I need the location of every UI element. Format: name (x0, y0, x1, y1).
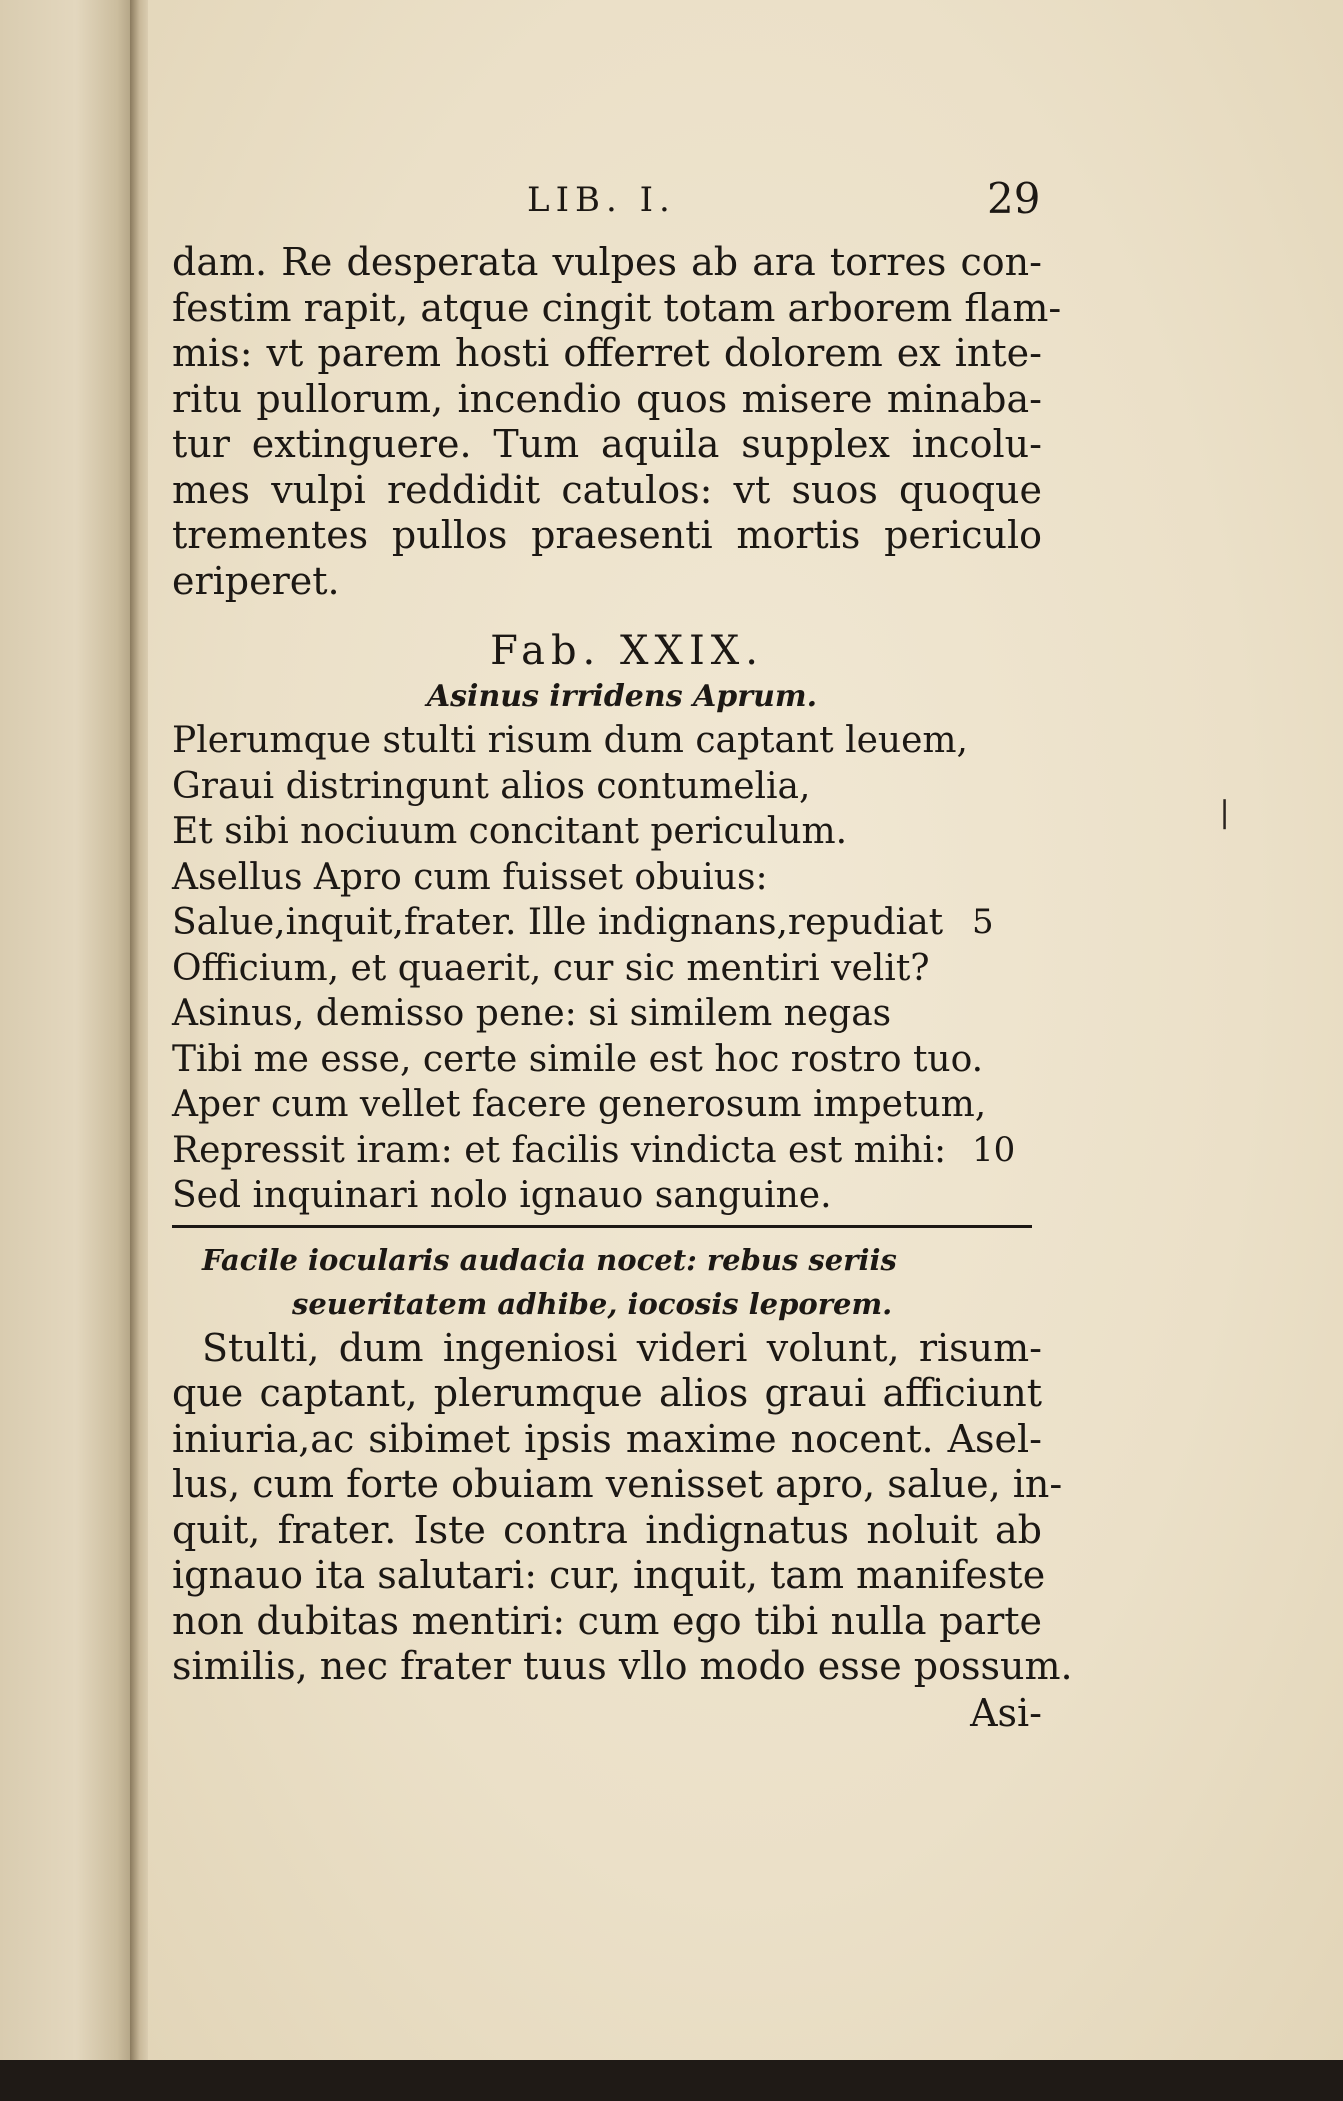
prose-line: quit, frater. Iste contra indignatus noluit ab (172, 1507, 1042, 1552)
prose-line: que captant, plerumque alios graui afficiunt (172, 1371, 1042, 1415)
moral-line: seueritatem adhibe, iocosis leporem. (292, 1286, 893, 1321)
margin-ink-mark: ❘ (1212, 795, 1238, 830)
page-number: 29 (987, 174, 1041, 223)
verse-line: Sed inquinari nolo ignauo sanguine. (172, 1175, 832, 1216)
line-number: 5 (972, 902, 994, 942)
verse-line: Salue,inquit,frater. Ille indignans,repudiat 5 (172, 900, 1042, 946)
prose-line: tur extinguere. Tum aquila supplex incolu- (172, 422, 1042, 466)
prose-line: eriperet. (172, 558, 340, 603)
verse-block (172, 718, 1042, 1219)
facing-page-edge (0, 0, 138, 2060)
verse-line: Tibi me esse, certe simile est hoc rostro tuo. (172, 1038, 984, 1080)
prose-line: trementes pullos praesenti mortis periculo (172, 513, 1042, 557)
line-number: 10 (972, 1129, 1016, 1170)
page-header (172, 170, 1042, 240)
verse-line: Plerumque stulti risum dum captant leuem, (172, 720, 968, 761)
verse-line: Officium, et quaerit, cur sic mentiri velit? (172, 947, 930, 989)
prose-line: ignauo ita salutari: cur, inquit, tam manifeste (172, 1553, 1046, 1597)
moral (172, 1238, 1042, 1326)
verse-line: Aper cum vellet facere generosum impetum, (172, 1084, 987, 1125)
fable-title: Fab. XXIX. (490, 628, 764, 674)
verse-line: Et sibi nociuum concitant periculum. (172, 811, 848, 852)
moral-line: Facile iocularis audacia nocet: rebus seriis (202, 1242, 897, 1277)
scan-bottom-edge (0, 2060, 1343, 2101)
prose-line: similis, nec frater tuus vllo modo esse possum. (172, 1644, 1073, 1688)
running-head: LIB. I. (527, 180, 676, 220)
prose-line: ritu pullorum, incendio quos misere minaba- (172, 376, 1042, 421)
verse-line: Graui distringunt alios contumelia, (172, 765, 811, 807)
moral-divider (172, 1225, 1032, 1228)
prose-bottom (172, 1325, 1073, 1690)
prose-top (172, 240, 1062, 604)
prose-line: iniuria,ac sibimet ipsis maxime nocent. Asel- (172, 1416, 1042, 1461)
prose-line: lus, cum forte obuiam venisset apro, salue, in- (172, 1462, 1063, 1506)
verse-line: Repressit iram: et facilis vindicta est mihi: 10 (172, 1128, 1042, 1174)
verse-line: Asellus Apro cum fuisset obuius: (172, 856, 768, 898)
prose-line: non dubitas mentiri: cum ego tibi nulla parte (172, 1598, 1042, 1643)
fable-subtitle: Asinus irridens Aprum. (426, 679, 818, 714)
prose-line: mis: vt parem hosti offerret dolorem ex inte- (172, 331, 1042, 375)
prose-line: dam. Re desperata vulpes ab ara torres con- (172, 240, 1042, 284)
page-text (172, 170, 1073, 1736)
prose-line: Stulti, dum ingeniosi videri volunt, risum- (202, 1325, 1042, 1370)
prose-line: mes vulpi reddidit catulos: vt suos quoque (172, 467, 1042, 512)
verse-line: Asinus, demisso pene: si similem negas (172, 993, 892, 1034)
prose-line: festim rapit, atque cingit totam arborem flam- (172, 285, 1062, 330)
catchword: Asi- (970, 1690, 1042, 1735)
